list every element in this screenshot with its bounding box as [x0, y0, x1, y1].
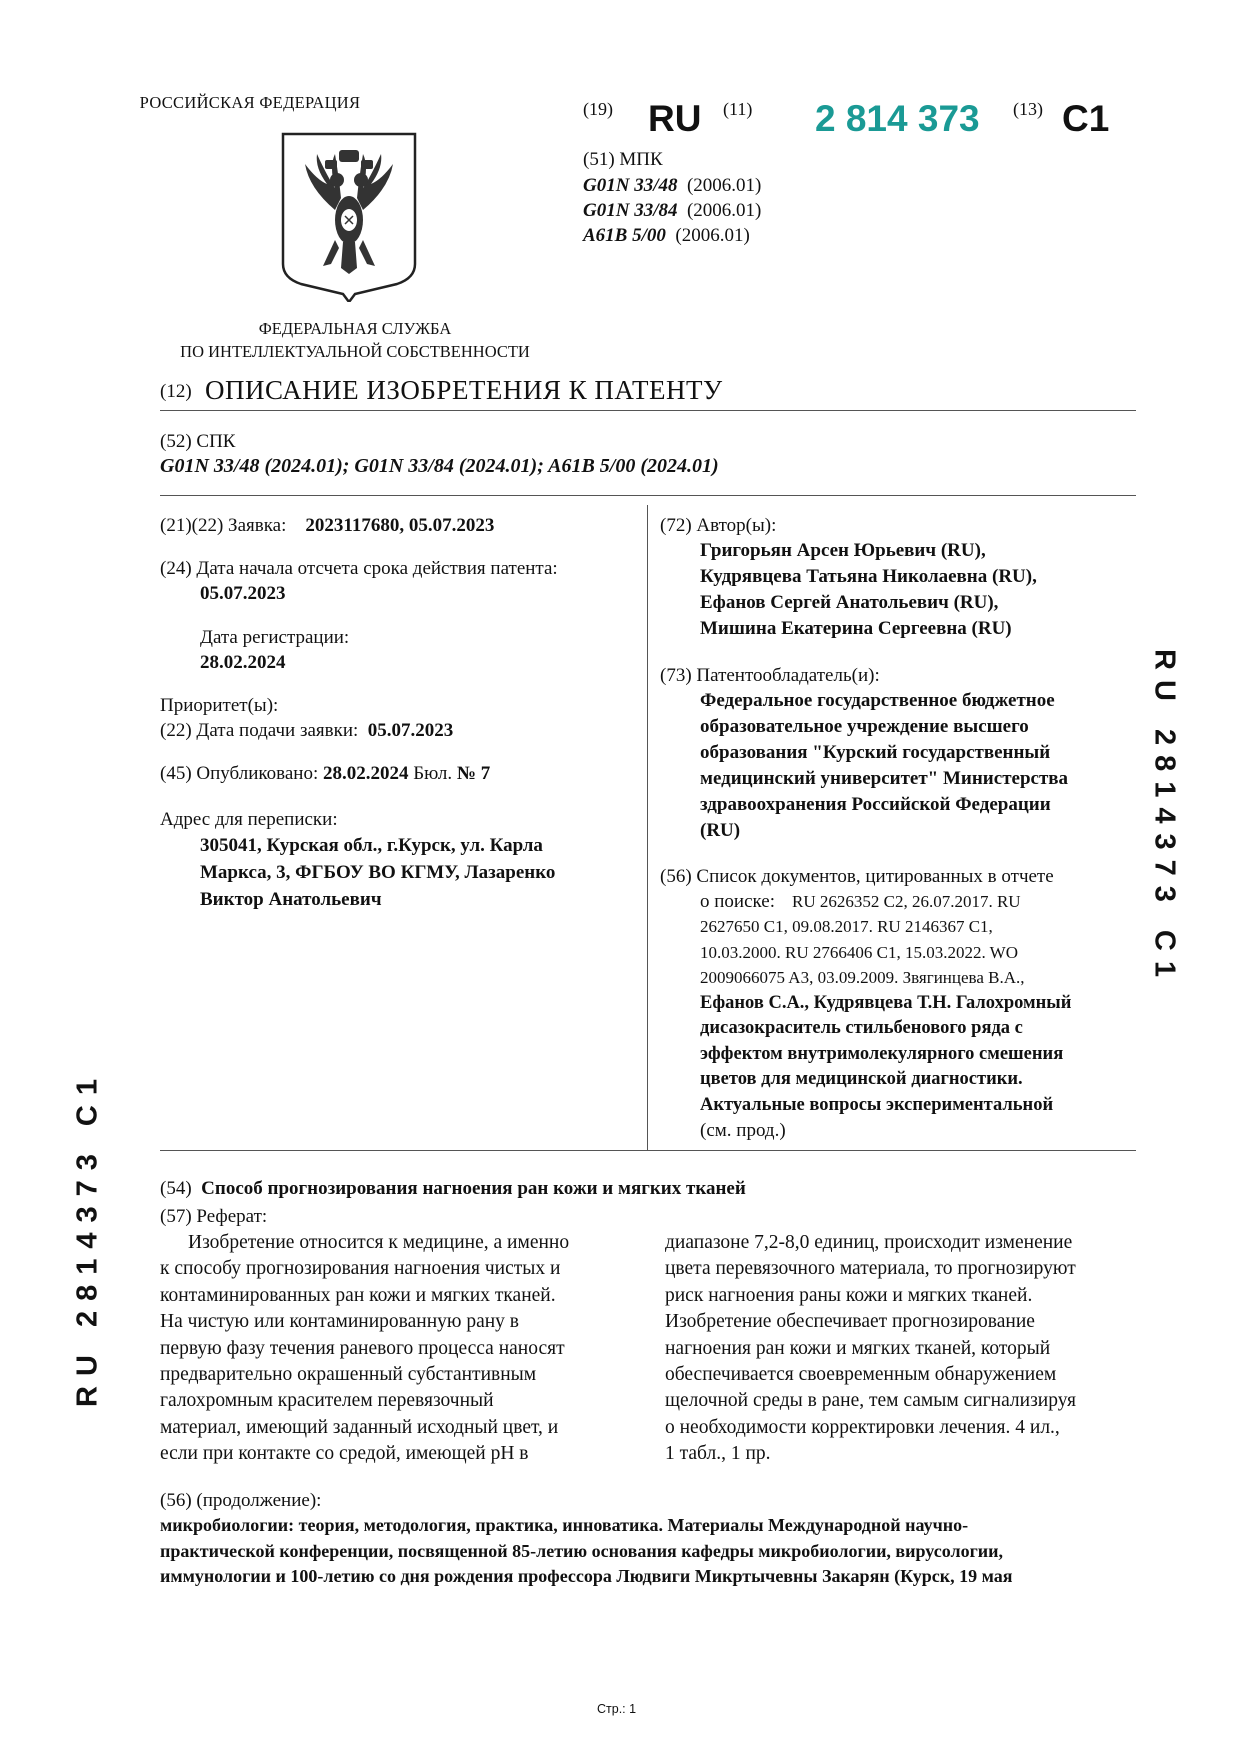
abstract-line: первую фазу течения раневого процесса наносят: [160, 1337, 565, 1359]
owner-line: медицинский университет" Министерства: [700, 768, 1069, 789]
state-emblem: [277, 128, 421, 302]
cpc-label: (52) СПК: [160, 431, 236, 452]
code-13: (13): [1013, 99, 1043, 119]
biblio-divider: [160, 1150, 1136, 1151]
published-row: [160, 760, 490, 787]
abstract-line: щелочной среды в ране, тем самым сигнализируя: [665, 1390, 1076, 1412]
abstract-line: диапазоне 7,2-8,0 единиц, происходит изменение: [665, 1232, 1073, 1253]
abstract-line: Изобретение обеспечивает прогнозирование: [665, 1311, 1035, 1333]
cited-line: Ефанов С.А., Кудрявцева Т.Н. Галохромный: [700, 992, 1072, 1013]
address-label: Адрес для переписки:: [160, 809, 338, 830]
abstract-line: риск нагноения раны кожи и мягких тканей.: [665, 1284, 1033, 1306]
address-line: Виктор Анатольевич: [200, 889, 382, 910]
term-start-label: (24) Дата начала отсчета срока действия патента:: [160, 558, 558, 579]
country-code: RU: [648, 98, 702, 139]
registration-value: 28.02.2024: [200, 652, 286, 673]
published-value: 28.02.2024: [323, 763, 409, 784]
abstract-line: предварительно окрашенный субстантивным: [160, 1364, 537, 1386]
abstract-line: цвета перевязочного материала, то прогнозируют: [665, 1258, 1076, 1280]
country-name: РОССИЙСКАЯ ФЕДЕРАЦИЯ: [139, 93, 361, 112]
owner-line: образовательное учреждение высшего: [700, 716, 1029, 737]
term-start-value: 05.07.2023: [200, 583, 286, 604]
ipc-row-3: [583, 222, 750, 249]
agency-line-2: ПО ИНТЕЛЛЕКТУАЛЬНОЙ СОБСТВЕННОСТИ: [180, 342, 530, 361]
ipc-code: A61B 5/00: [583, 225, 666, 246]
column-divider: [647, 505, 648, 1150]
abstract-line: если при контакте со средой, имеющей pH в: [160, 1443, 529, 1465]
abstract-line: обеспечивается своевременным обнаружением: [665, 1364, 1057, 1386]
ipc-date: (2006.01): [686, 200, 762, 221]
authors-list: [700, 538, 1037, 642]
owner-line: Федеральное государственное бюджетное: [700, 690, 1055, 711]
code-11: (11): [723, 99, 753, 119]
cited-line: эффектом внутримолекулярного смешения: [700, 1043, 1064, 1064]
ipc-code: G01N 33/84: [583, 200, 678, 221]
published-label: (45) Опубликовано:: [160, 763, 319, 784]
owner-line: образования "Курский государственный: [700, 742, 1051, 763]
cpc-divider: [160, 495, 1136, 496]
abstract-line: На чистую или контаминированную рану в: [160, 1311, 520, 1333]
continuation-line: практической конференции, посвященной 85-летию основания кафедры микробиологии, вирусологии,: [160, 1540, 1004, 1561]
cited-search-label: о поиске:: [700, 891, 775, 912]
ipc-label: (51) МПК: [583, 149, 663, 170]
filing-label: (22) Дата подачи заявки:: [160, 720, 359, 741]
author-name: Мишина Екатерина Сергеевна (RU): [700, 618, 1012, 639]
title-divider: [160, 410, 1136, 411]
code-12: (12): [160, 381, 192, 402]
application-label: (21)(22) Заявка:: [160, 515, 287, 536]
invention-title: Способ прогнозирования нагноения ран кожи и мягких тканей: [201, 1178, 746, 1199]
address-line: Маркса, 3, ФГБОУ ВО КГМУ, Лазаренко: [200, 862, 556, 883]
side-label-left: RU 2814373 C1: [71, 1069, 104, 1407]
cpc-codes: G01N 33/48 (2024.01); G01N 33/84 (2024.01); A61B 5/00 (2024.01): [160, 455, 719, 477]
bulletin-label: Бюл.: [413, 763, 453, 784]
code-19: (19): [583, 99, 613, 119]
owner-line: (RU): [700, 820, 741, 841]
owner-line: здравоохранения Российской Федерации: [700, 794, 1051, 815]
agency-name: [135, 317, 575, 363]
cited-documents: [700, 914, 1071, 1118]
owner-block: [700, 688, 1068, 844]
owner-label: (73) Патентообладатель(и):: [660, 665, 880, 686]
ipc-date: (2006.01): [675, 225, 750, 246]
ipc-date: (2006.01): [686, 175, 762, 196]
application-value: 2023117680, 05.07.2023: [305, 515, 495, 536]
continuation-label: (56) (продолжение):: [160, 1490, 322, 1511]
cited-line-first: [700, 889, 1021, 915]
coat-of-arms-icon: [277, 128, 421, 302]
cited-line: 10.03.2000. RU 2766406 C1, 15.03.2022. WO: [700, 942, 1018, 962]
cited-text: RU 2626352 C2, 26.07.2017. RU: [792, 892, 1021, 911]
continuation-line: микробиологии: теория, методология, практика, инноватика. Материалы Международной научно-: [160, 1515, 969, 1535]
cited-line: 2627650 C1, 09.08.2017. RU 2146367 C1,: [700, 917, 993, 936]
abstract-left-column: [160, 1230, 608, 1468]
cited-line: Актуальные вопросы экспериментальной: [700, 1094, 1054, 1115]
address-line: 305041, Курская обл., г.Курск, ул. Карла: [200, 835, 543, 856]
document-title: ОПИСАНИЕ ИЗОБРЕТЕНИЯ К ПАТЕНТУ: [205, 375, 723, 405]
abstract-line: о необходимости корректировки лечения. 4 ил.,: [665, 1416, 1060, 1438]
priority-label: Приоритет(ы):: [160, 695, 279, 716]
ipc-row-1: [583, 172, 761, 199]
ipc-code: G01N 33/48: [583, 175, 678, 196]
authors-label: (72) Автор(ы):: [660, 515, 777, 536]
patent-number: 2 814 373: [815, 98, 980, 139]
author-name: Григорьян Арсен Юрьевич (RU),: [700, 540, 986, 561]
address-block: [200, 832, 555, 913]
continuation-block: [160, 1513, 1013, 1590]
code-54: (54): [160, 1178, 192, 1199]
author-name: Кудрявцева Татьяна Николаевна (RU),: [700, 566, 1037, 587]
abstract-right-column: [665, 1230, 1117, 1468]
bulletin-value: № 7: [456, 763, 491, 784]
agency-line-1: ФЕДЕРАЛЬНАЯ СЛУЖБА: [258, 319, 452, 338]
abstract-line: материал, имеющий заданный исходный цвет, и: [160, 1416, 559, 1438]
abstract-line: галохромным красителем перевязочный: [160, 1390, 494, 1412]
abstract-label: (57) Реферат:: [160, 1206, 268, 1227]
cited-line: цветов для медицинской диагностики.: [700, 1069, 1023, 1089]
cited-label: (56) Список документов, цитированных в отчете: [660, 866, 1054, 887]
page-number: Стр.: 1: [597, 1702, 637, 1716]
cited-line: дисазокраситель стильбенового ряда с: [700, 1018, 1023, 1038]
abstract-line: контаминированных ран кожи и мягких тканей.: [160, 1284, 556, 1306]
registration-label: Дата регистрации:: [200, 627, 350, 648]
filing-value: 05.07.2023: [367, 720, 454, 741]
continuation-line: иммунологии и 100-летию со дня рождения профессора Людвиги Микртычевны Закарян (Курск, 19 мая: [160, 1566, 1013, 1586]
application-row: [160, 512, 494, 539]
invention-title-row: [160, 1175, 746, 1202]
cited-continued-note: (см. прод.): [700, 1120, 786, 1141]
abstract-line: нагноения ран кожи и мягких тканей, который: [665, 1337, 1051, 1359]
kind-code: C1: [1062, 98, 1110, 139]
side-label-right: RU 2814373 C1: [1148, 649, 1181, 987]
abstract-line: 1 табл., 1 пр.: [665, 1443, 771, 1465]
ipc-row-2: [583, 197, 761, 224]
cited-line: 2009066075 A3, 03.09.2009. Звягинцева В.А.,: [700, 968, 1025, 987]
filing-row: [160, 717, 453, 744]
abstract-line: Изобретение относится к медицине, а именно: [188, 1232, 570, 1253]
author-name: Ефанов Сергей Анатольевич (RU),: [700, 592, 999, 613]
abstract-line: к способу прогнозирования нагноения чистых и: [160, 1258, 561, 1280]
